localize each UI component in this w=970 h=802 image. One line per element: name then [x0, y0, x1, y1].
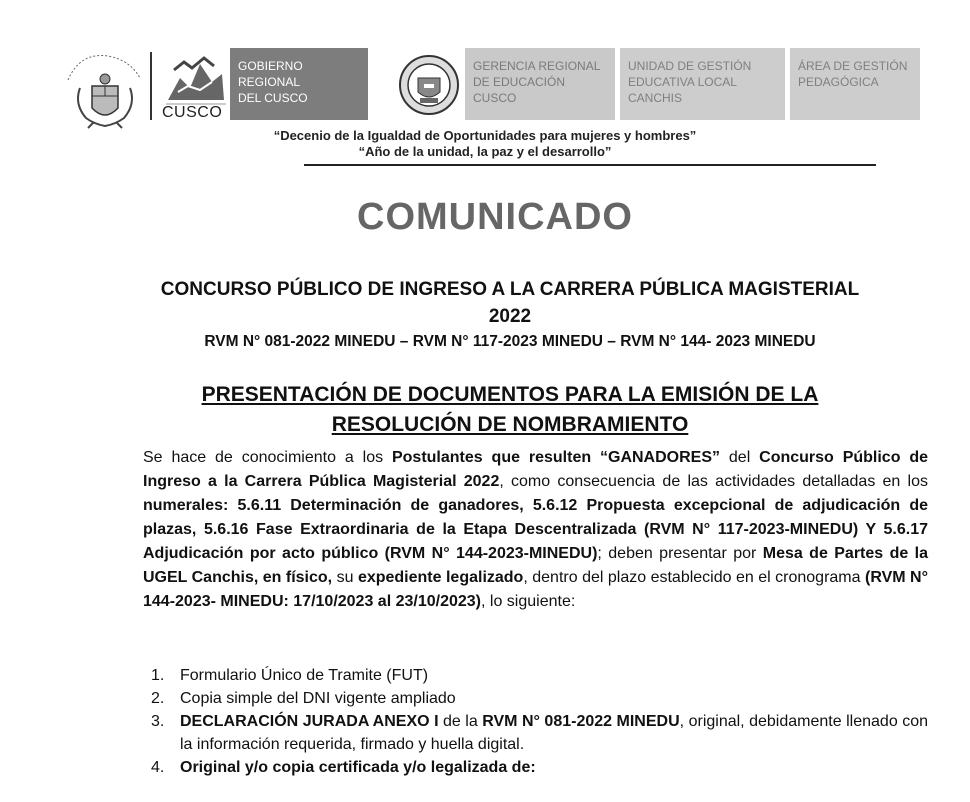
band-text: DE EDUCACIÓN CUSCO — [473, 75, 566, 105]
list-item-number: 2. — [151, 690, 165, 707]
list-item — [143, 756, 928, 779]
band-text: PEDAGÓGICA — [798, 75, 879, 89]
band-text: CANCHIS — [628, 91, 683, 105]
list-item-number: 4. — [151, 759, 165, 776]
text-run: su — [332, 569, 358, 586]
band-text: GERENCIA REGIONAL — [473, 59, 601, 73]
peru-coat-of-arms-icon — [60, 50, 150, 130]
header-band-area-gestion — [790, 48, 920, 120]
contest-line: CONCURSO PÚBLICO DE INGRESO A LA CARRERA PÚBLICA MAGISTERIAL — [160, 279, 860, 300]
requirements-list — [143, 664, 928, 779]
subtitle-line: PRESENTACIÓN DE DOCUMENTOS PARA LA EMISIÓN DE LA — [201, 383, 819, 406]
text-run: del — [720, 449, 760, 466]
text-run: , dentro del plazo establecido en el cronograma — [523, 569, 865, 586]
text-run: ; deben presentar por — [597, 545, 763, 562]
bold-text-run: RVM N° 081-2022 MINEDU — [482, 713, 680, 730]
list-item — [143, 687, 928, 710]
band-text: ÁREA DE GESTIÓN — [798, 59, 908, 73]
contest-heading — [120, 276, 900, 330]
text-run: , como consecuencia de las actividades detalladas en los — [499, 473, 929, 490]
text-run: , lo siguiente: — [481, 593, 576, 610]
header-band-gobierno-regional — [230, 48, 368, 120]
band-text: UNIDAD DE GESTIÓN — [628, 59, 752, 73]
bold-text-run: (RVM N° 144-2023- MINEDU: 17/10/2023 al 23/10/2023) — [143, 569, 928, 610]
bold-text-run: Postulantes que resulten “GANADORES” — [391, 449, 721, 466]
bold-text-run: numerales: 5.6.11 Determinación de ganadores, 5.6.12 Propuesta excepcional de adjudicación de plazas, 5.6.16 Fase Extraordinaria de la Etapa Descentralizada (RVM N° 117-2023-MINEDU) Y 5.6.17 Adjudicación por acto público (RVM N° 144-2023-MINEDU) — [143, 497, 928, 562]
band-text: GOBIERNO REGIONAL — [238, 59, 303, 89]
bold-text-run: DECLARACIÓN JURADA ANEXO I — [180, 713, 439, 730]
text-run: Copia simple del DNI vigente ampliado — [180, 690, 456, 707]
section-subtitle — [120, 380, 900, 440]
band-text: DEL CUSCO — [238, 91, 308, 105]
bold-text-run: expediente legalizado — [357, 569, 524, 586]
rvm-references: RVM N° 081-2022 MINEDU – RVM N° 117-2023 MINEDU – RVM N° 144- 2023 MINEDU — [204, 333, 816, 350]
gerencia-educacion-seal-icon — [398, 54, 460, 116]
header-band-ugel — [620, 48, 785, 120]
header-band-gerencia-regional — [465, 48, 615, 120]
text-run: Formulario Único de Tramite (FUT) — [180, 667, 429, 684]
text-run: , original, debidamente llenado con la información requerida, firmado y huella digital. — [180, 713, 929, 753]
bold-text-run: Original y/o copia certificada y/o legalizada de: — [180, 759, 536, 776]
bold-text-run: Mesa de Partes de la UGEL Canchis, en físico, — [143, 545, 929, 586]
header-separator — [150, 52, 152, 120]
slogan-anio: “Año de la unidad, la paz y el desarrollo” — [358, 144, 612, 159]
text-run: de la — [438, 713, 483, 730]
list-item-number: 1. — [151, 667, 165, 684]
contest-year: 2022 — [488, 306, 532, 327]
list-item-number: 3. — [151, 713, 165, 730]
cusco-logo-text: CUSCO — [162, 104, 223, 121]
bold-text-run: Concurso Público de Ingreso a la Carrera Pública Magisterial 2022 — [143, 449, 929, 490]
list-item — [143, 710, 928, 756]
list-item — [143, 664, 928, 687]
slogan-decenio: “Decenio de la Igualdad de Oportunidades para mujeres y hombres” — [273, 128, 697, 143]
text-run: Se hace de conocimiento a los — [143, 449, 392, 466]
letterhead — [0, 0, 970, 159]
header-rule — [304, 164, 876, 166]
announcement-paragraph — [143, 446, 928, 614]
band-text: EDUCATIVA LOCAL — [628, 75, 737, 89]
official-slogans — [0, 128, 970, 160]
subtitle-line: RESOLUCIÓN DE NOMBRAMIENTO — [331, 413, 689, 436]
document-title: COMUNICADO — [357, 196, 633, 238]
